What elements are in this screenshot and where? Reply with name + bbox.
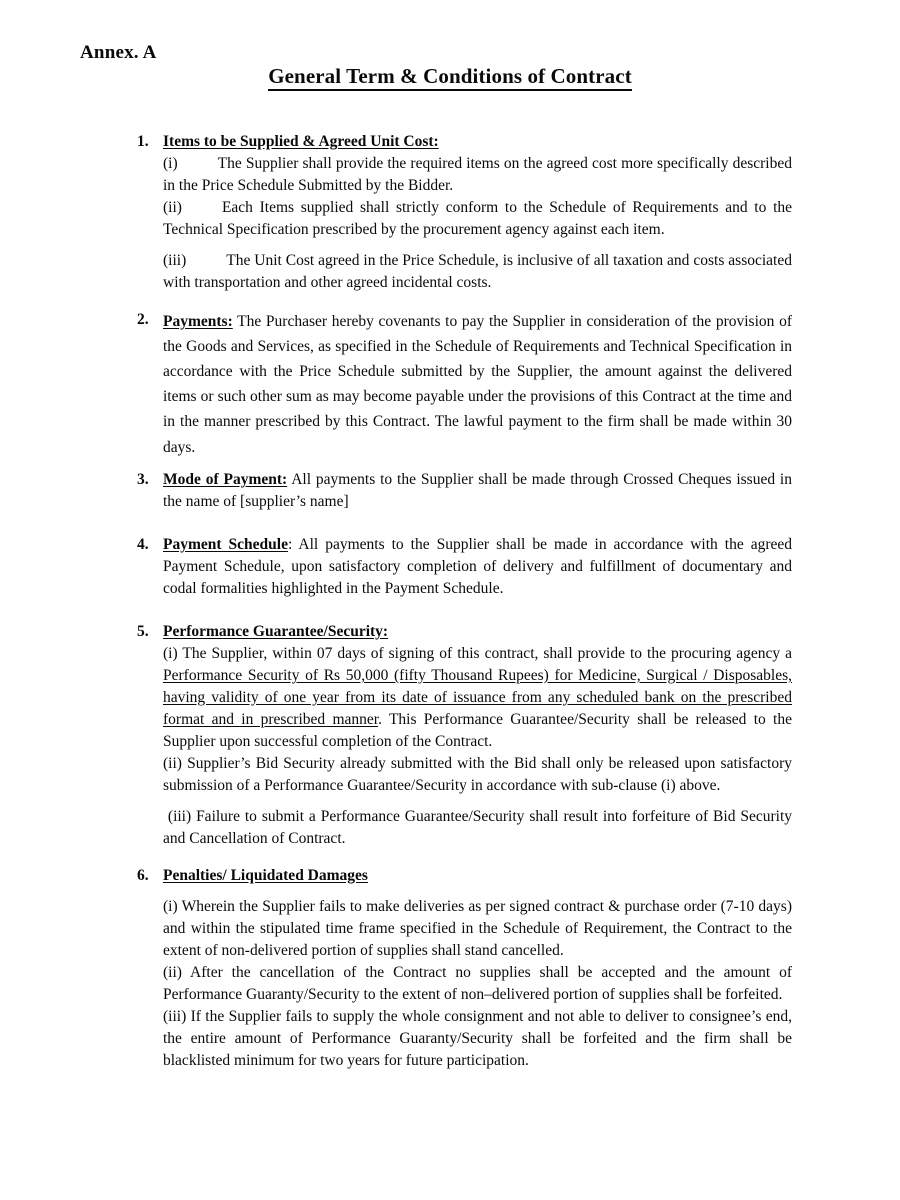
spacer <box>163 797 792 806</box>
item-text: Failure to submit a Performance Guarantee/Security shall result into forfeiture of Bid Security and Cancellation of Contract. <box>163 807 793 847</box>
clause-5 <box>137 621 792 850</box>
clause-number: 1. <box>137 133 149 150</box>
clause-3 <box>137 469 792 513</box>
clause-item <box>163 962 792 1006</box>
item-text-underlined: Performance Security of Rs 50,000 (fifty Thousand Rupees) for Medicine, Surgical / Disposables, having validity of one year from its date of issuance from any scheduled bank on the prescribed format and in prescribed manner <box>163 666 792 728</box>
clause-number: 3. <box>137 470 149 488</box>
clause-item <box>163 643 792 753</box>
clause-heading-text: Payments: <box>163 313 233 330</box>
clause-item <box>163 806 792 850</box>
clause-item <box>163 197 792 241</box>
clause-heading-suffix: : <box>287 535 293 553</box>
item-text: The Unit Cost agreed in the Price Schedule, is inclusive of all taxation and costs associated with transportation and other agreed incidental costs. <box>163 252 792 291</box>
clause-number: 6. <box>137 866 149 884</box>
clause-heading <box>163 131 792 153</box>
clause-heading-text: Performance Guarantee/Security: <box>163 622 389 640</box>
item-marker: (i) <box>163 155 178 172</box>
item-text: After the cancellation of the Contract no supplies shall be accepted and the amount of Performance Guaranty/Security to the extent of non–delivered portion of supplies shall be forfeited. <box>163 963 792 1003</box>
item-marker: (i) <box>163 644 178 662</box>
clause-number: 2. <box>137 311 149 328</box>
clause-heading <box>163 865 792 887</box>
clause-number: 4. <box>137 535 149 553</box>
clause-list <box>137 131 792 1072</box>
clause-body <box>163 309 792 460</box>
spacer <box>137 850 792 865</box>
item-text: Supplier’s Bid Security already submitted with the Bid shall only be released upon satisfactory submission of a Performance Guarantee/Security in accordance with sub-clause (i) above. <box>163 754 793 794</box>
clause-item <box>163 250 792 294</box>
item-marker: (iii) <box>163 252 187 269</box>
annex-label: Annex. A <box>80 42 157 63</box>
clause-2 <box>137 309 792 460</box>
item-marker: (i) <box>163 897 178 915</box>
spacer <box>137 600 792 621</box>
item-marker: (iii) <box>163 1007 187 1025</box>
clause-body <box>163 469 792 513</box>
item-text: Wherein the Supplier fails to make deliveries as per signed contract & purchase order (7-10 days) and within the stipulated time frame specified in the Schedule of Requirement, the Contract to the extent of non-delivered portion of supplies shall stand cancelled. <box>163 897 792 959</box>
clause-4 <box>137 534 792 600</box>
clause-heading <box>163 621 792 643</box>
item-text: Each Items supplied shall strictly conform to the Schedule of Requirements and to the Technical Specification prescribed by the procurement agency against each item. <box>163 199 792 238</box>
item-marker: (iii) <box>167 807 192 825</box>
item-marker: (ii) <box>163 963 182 981</box>
clause-number: 5. <box>137 622 149 640</box>
clause-item <box>163 1006 792 1072</box>
spacer <box>163 241 792 250</box>
clause-heading-text: Mode of Payment: <box>163 470 288 488</box>
clause-body-text: The Purchaser hereby covenants to pay the Supplier in consideration of the provision of the Goods and Services, as specified in the Schedule of Requirements and Technical Specification in accordance with the Price Schedule submitted by the Supplier, the amount against the delivered items or such other sum as may become payable under the provisions of this Contract at the time and in the manner prescribed by this Contract. The lawful payment to the firm shall be made within 30 days. <box>163 313 792 456</box>
page-title <box>0 64 900 89</box>
clause-body-text: All payments to the Supplier shall be made in accordance with the agreed Payment Schedule, upon satisfactory completion of delivery and fulfillment of documentary and codal formalities highlighted in the Payment Schedule. <box>163 535 792 597</box>
clause-item <box>163 896 792 962</box>
item-marker: (ii) <box>163 754 182 772</box>
clause-body <box>163 534 792 600</box>
item-marker: (ii) <box>163 199 182 216</box>
clause-1 <box>137 131 792 294</box>
clause-6 <box>137 865 792 1072</box>
clause-item <box>163 753 792 797</box>
item-text-after: . This Performance Guarantee/Security shall be released to the Supplier upon successful completion of the Contract. <box>163 710 792 750</box>
spacer <box>137 460 792 469</box>
item-text: If the Supplier fails to supply the whole consignment and not able to deliver to consignee’s end, the entire amount of Performance Guaranty/Security shall be forfeited and the firm shall be blacklisted minimum for two years for future participation. <box>163 1007 793 1069</box>
item-text-before: The Supplier, within 07 days of signing of this contract, shall provide to the procuring agency a <box>182 644 792 662</box>
spacer <box>137 294 792 309</box>
clause-heading-text: Penalties/ Liquidated Damages <box>163 866 368 884</box>
item-text: The Supplier shall provide the required items on the agreed cost more specifically described in the Price Schedule Submitted by the Bidder. <box>163 155 792 194</box>
spacer <box>137 513 792 534</box>
clause-heading-text: Payment Schedule <box>163 535 288 553</box>
page-title-text: General Term & Conditions of Contract <box>268 64 632 91</box>
clause-item <box>163 153 792 197</box>
spacer <box>163 887 792 896</box>
clause-heading-text: Items to be Supplied & Agreed Unit Cost: <box>163 133 439 150</box>
clause-body-text: All payments to the Supplier shall be made through Crossed Cheques issued in the name of [supplier’s name] <box>163 470 792 510</box>
